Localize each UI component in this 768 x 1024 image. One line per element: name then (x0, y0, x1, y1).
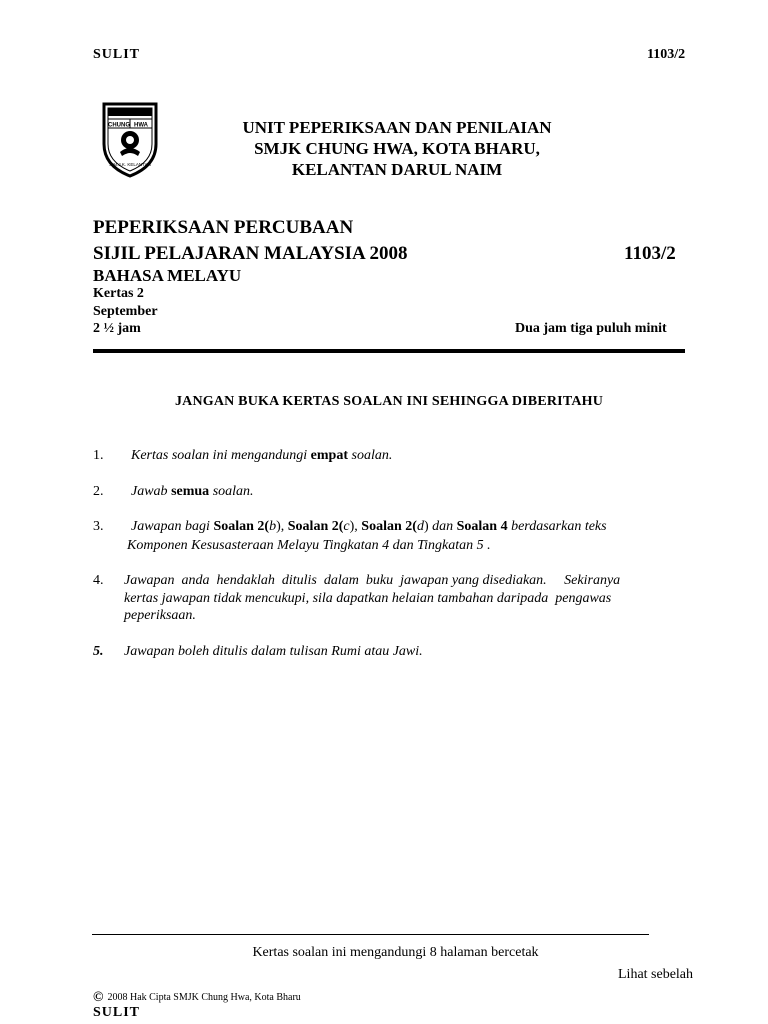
copyright-text: 2008 Hak Cipta SMJK Chung Hwa, Kota Bharu (107, 992, 301, 1003)
instruction-number: 4. (93, 573, 104, 588)
text-part: soalan. (209, 484, 254, 499)
instruction-text (131, 447, 392, 465)
institution-line-2: SMJK CHUNG HWA, KOTA BHARU, (254, 139, 540, 158)
exam-subject: BAHASA MELAYU (93, 266, 242, 285)
copyright-icon: © (93, 990, 104, 1005)
emphasis: Soalan 2 (361, 519, 413, 534)
emphasis: semua (171, 484, 210, 499)
institution-line-1: UNIT PEPERIKSAAN DAN PENILAIAN (242, 118, 552, 137)
text-part: Kertas soalan ini mengandungi (131, 448, 311, 463)
instruction-text-line-2: kertas jawapan tidak mencukupi, sila dapatkan helaian tambahan daripada pengawas (124, 591, 612, 606)
instruction-text: Jawapan boleh ditulis dalam tulisan Rumi atau Jawi. (124, 644, 423, 659)
logo-text-right: HWA (134, 122, 148, 129)
institution-block (180, 117, 614, 180)
text-part: berdasarkan teks (507, 519, 607, 534)
emphasis: ( (338, 519, 344, 534)
text-part: ) (423, 519, 429, 534)
header-classification: SULIT (93, 47, 141, 62)
instruction-text-line-1: Jawapan anda hendaklah ditulis dalam buku jawapan yang disediakan. Sekiranya (124, 573, 621, 588)
instruction-number: 1. (93, 448, 104, 463)
warning-notice: JANGAN BUKA KERTAS SOALAN INI SEHINGGA DIBERITAHU (174, 394, 604, 409)
text-part: b (269, 519, 277, 534)
text-part: c (343, 519, 350, 534)
emphasis: empat (310, 448, 348, 463)
text-part: ), (276, 519, 288, 534)
copyright (93, 990, 301, 1006)
text-part: ), (349, 519, 362, 534)
text-part: dan (428, 519, 457, 534)
exam-paper: Kertas 2 (93, 286, 144, 301)
logo-text-bottom: S.M.J.K. KELANTAN (109, 162, 151, 167)
footer-divider (92, 934, 649, 935)
instruction-text (131, 483, 254, 501)
emphasis: ( (264, 519, 270, 534)
instruction-number: 2. (93, 484, 104, 499)
emphasis: Soalan 2 (213, 519, 265, 534)
header-code: 1103/2 (647, 47, 686, 62)
exam-month: September (93, 304, 158, 319)
exam-title-1: PEPERIKSAAN PERCUBAAN (93, 217, 354, 238)
emphasis: Soalan 2 (287, 519, 339, 534)
exam-title-2: SIJIL PELAJARAN MALAYSIA 2008 (93, 243, 408, 264)
footer-classification: SULIT (93, 1005, 141, 1020)
text-part: Jawapan bagi (131, 519, 214, 534)
pages-note: Kertas soalan ini mengandungi 8 halaman bercetak (252, 945, 539, 960)
exam-code: 1103/2 (624, 243, 676, 264)
institution-line-3: KELANTAN DARUL NAIM (291, 160, 503, 179)
instruction-text-line-2: Komponen Kesusasteraan Melayu Tingkatan 4 dan Tingkatan 5 . (127, 538, 491, 553)
text-part: soalan. (348, 448, 393, 463)
instruction-text-line-3: peperiksaan. (124, 608, 196, 623)
instruction-number: 5. (93, 644, 104, 659)
exam-duration: 2 ½ jam (93, 321, 141, 336)
header-divider (93, 349, 685, 353)
instruction-text-line-1 (131, 518, 607, 536)
school-crest-icon (94, 100, 166, 178)
text-part: d (416, 519, 424, 534)
next-page-note: Lihat sebelah (618, 967, 694, 982)
text-part: Jawab (131, 484, 172, 499)
emphasis: Soalan 4 (456, 519, 508, 534)
logo-text-left: CHUNG (108, 122, 130, 129)
emphasis: ( (412, 519, 417, 534)
exam-duration-words: Dua jam tiga puluh minit (515, 321, 667, 336)
school-logo (94, 100, 166, 178)
instruction-number: 3. (93, 519, 104, 534)
